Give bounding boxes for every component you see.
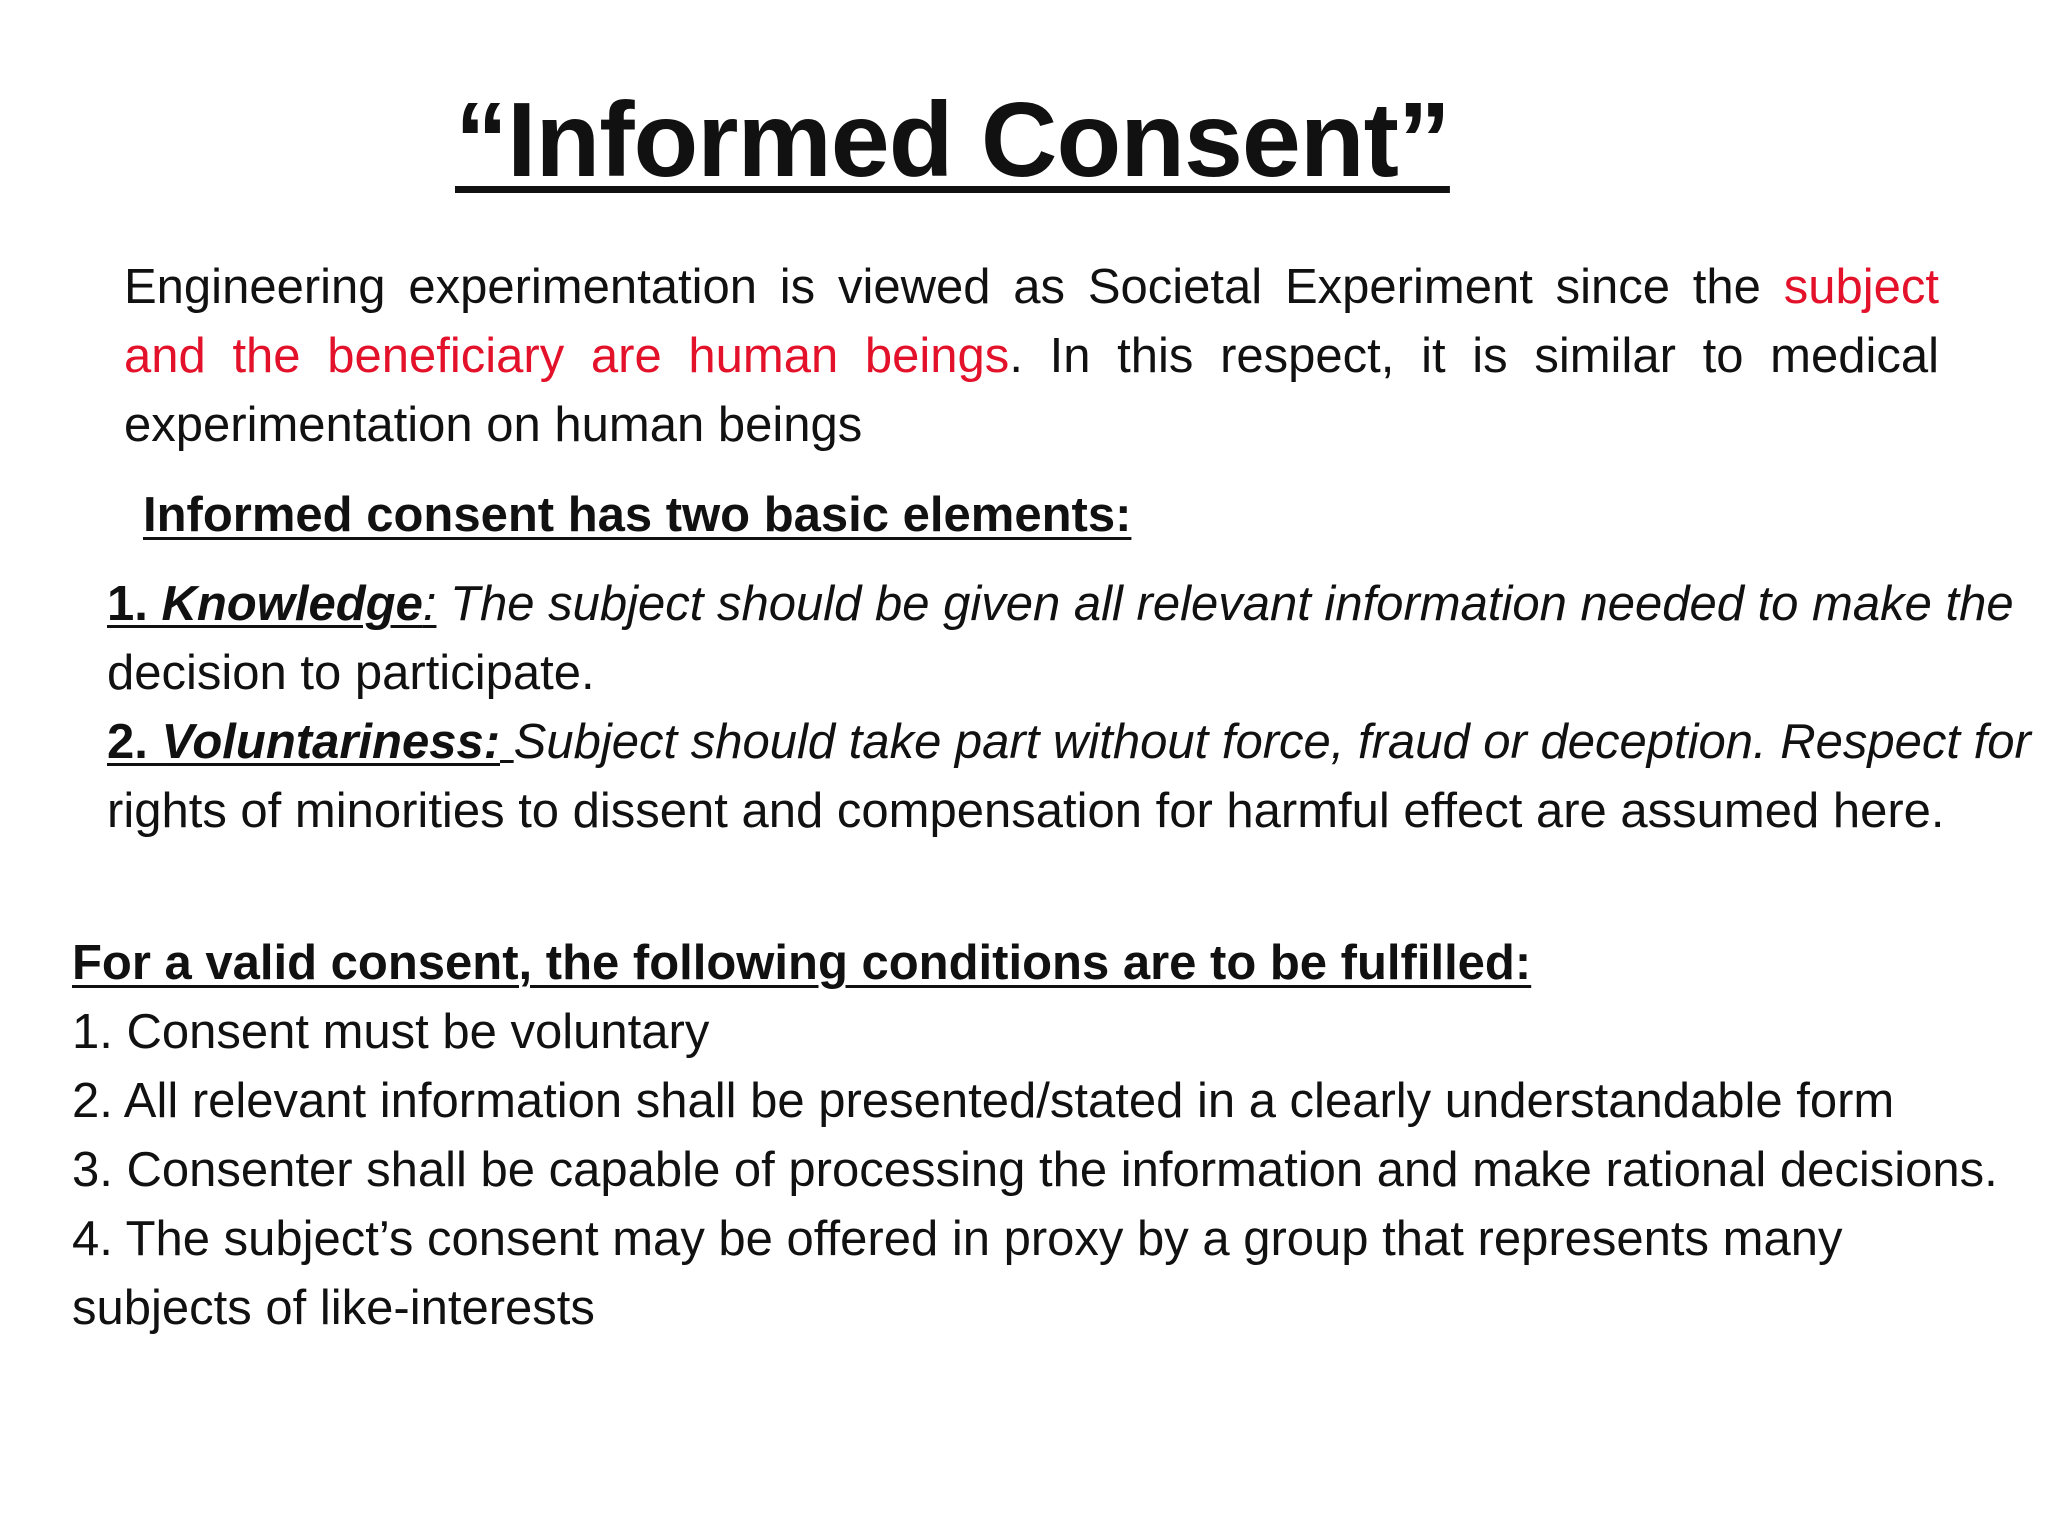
conditions-heading: For a valid consent, the following conditions are to be fulfilled: <box>72 936 1532 990</box>
element-voluntariness <box>107 708 2032 846</box>
slide-title: “Informed Consent” <box>455 81 1450 199</box>
element-number: 2. <box>107 715 162 769</box>
element-plain-text: rights of minorities to dissent and compensation for harmful effect are assumed here. <box>107 784 1945 838</box>
condition-item: 2. All relevant information shall be presented/stated in a clearly understandable form <box>72 1074 1895 1128</box>
condition-item: 1. Consent must be voluntary <box>72 1005 710 1059</box>
intro-highlight: subject and the beneficiary are human beings <box>124 260 1939 383</box>
conditions-section <box>72 929 2002 1343</box>
element-label: Voluntariness: <box>161 715 501 769</box>
element-label-suffix <box>500 715 514 769</box>
element-label: Knowledge <box>161 577 423 631</box>
intro-paragraph <box>124 253 1939 460</box>
elements-heading: Informed consent has two basic elements: <box>143 488 1132 542</box>
element-number: 1. <box>107 577 162 631</box>
element-knowledge <box>107 570 2032 708</box>
element-italic-text: The subject should be given all relevant information needed to make the <box>436 577 2014 631</box>
intro-text-start: Engineering experimentation is viewed as Societal Experiment since the <box>124 260 1784 314</box>
elements-list <box>107 570 2032 846</box>
element-plain-text: decision to participate. <box>107 646 595 700</box>
element-label-suffix: : <box>422 577 437 631</box>
condition-item: 4. The subject’s consent may be offered in proxy by a group that represents many subjects of like-interests <box>72 1212 1843 1335</box>
element-italic-text: Subject should take part without force, fraud or deception. Respect for <box>513 715 2031 769</box>
intro-text-end: . In this respect, it is similar to medical experimentation on human beings <box>124 329 1939 452</box>
condition-item: 3. Consenter shall be capable of processing the information and make rational decisions. <box>72 1143 1998 1197</box>
